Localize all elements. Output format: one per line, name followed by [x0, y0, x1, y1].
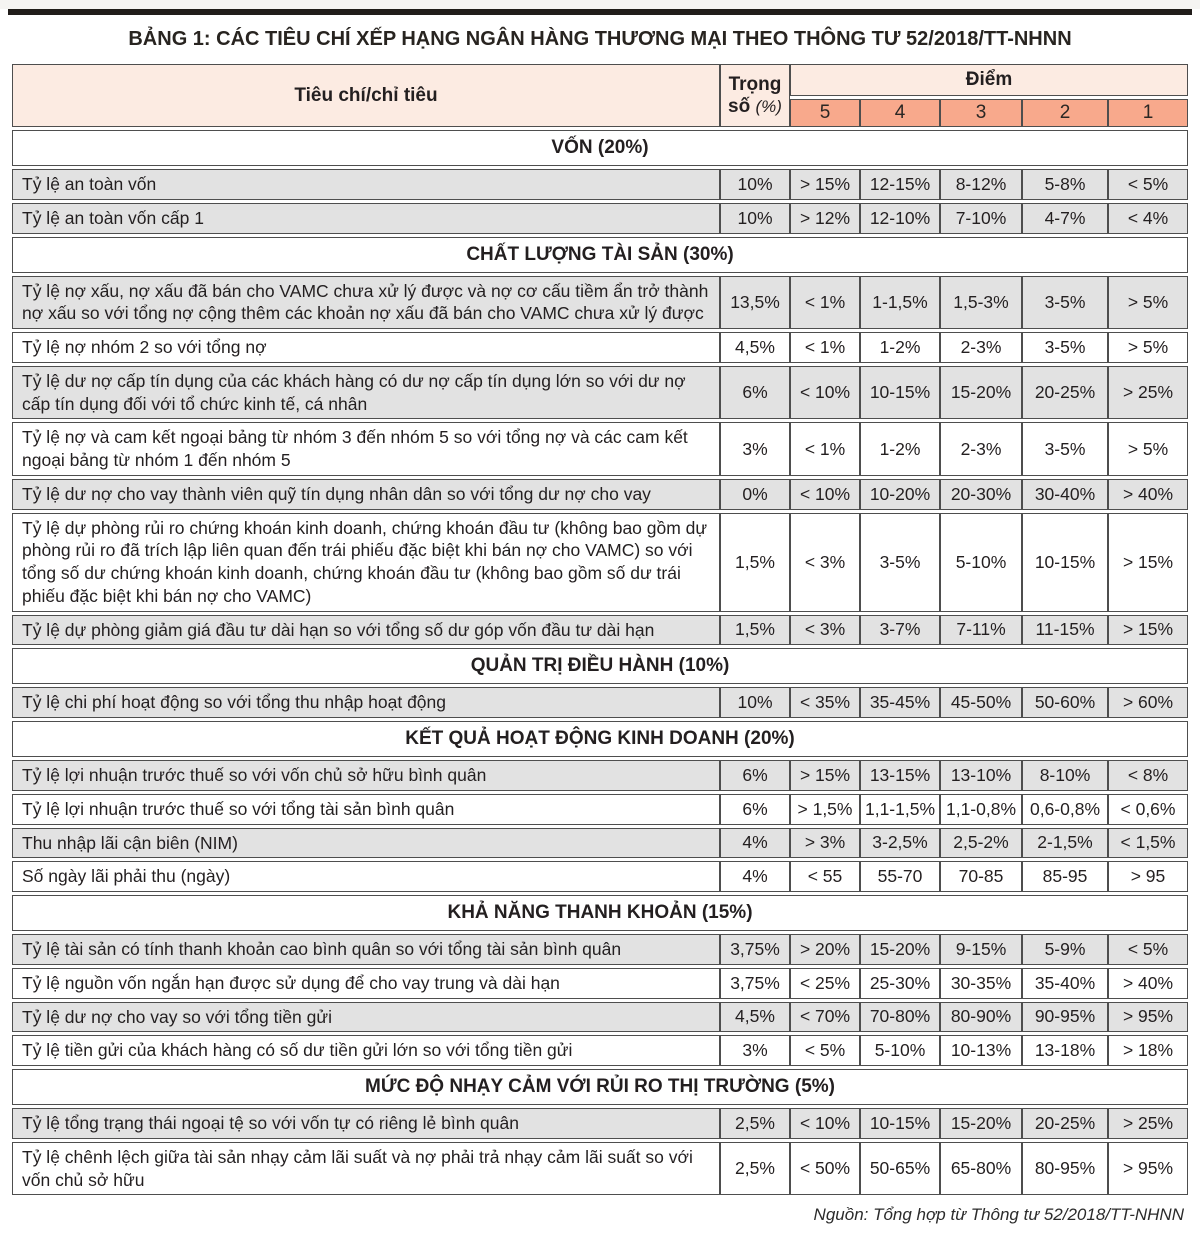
score-cell: 2-3% — [940, 332, 1022, 363]
score-cell: 13-18% — [1022, 1035, 1108, 1066]
table-row — [12, 615, 1188, 646]
score-cell: 85-95 — [1022, 861, 1108, 892]
score-cell: 30-35% — [940, 968, 1022, 999]
score-cell: 15-20% — [860, 934, 940, 965]
criteria-cell: Tỷ lệ nợ nhóm 2 so với tổng nợ — [12, 332, 720, 363]
criteria-cell: Tỷ lệ dư nợ cấp tín dụng của các khách hàng có dư nợ cấp tín dụng lớn so với dư nợ cấp tín dụng đối với tổ chức kinh tế, cá nhân — [12, 366, 720, 420]
weight-cell: 10% — [720, 203, 790, 234]
score-cell: 20-30% — [940, 479, 1022, 510]
score-cell: > 15% — [1108, 513, 1188, 612]
section-header-row — [12, 721, 1188, 757]
weight-cell: 3% — [720, 1035, 790, 1066]
score-cell: > 40% — [1108, 479, 1188, 510]
score-cell: < 5% — [1108, 169, 1188, 200]
score-cell: 35-45% — [860, 687, 940, 718]
page-top-edge — [0, 0, 1200, 9]
score-cell: > 15% — [790, 169, 860, 200]
criteria-cell: Tỷ lệ dự phòng rủi ro chứng khoán kinh doanh, chứng khoán đầu tư (không bao gồm dự phòng rủi ro đã trích lập liên quan đến trái phiếu đặc biệt khi bán nợ cho VAMC) so với tổng số dư chứng khoán kinh doanh, chứng khoán đầu tư (không bao gồm số dư trái phiếu đặc biệt khi bán nợ cho VAMC) — [12, 513, 720, 612]
score-cell: > 5% — [1108, 276, 1188, 330]
score-cell: < 1% — [790, 422, 860, 476]
score-cell: > 15% — [790, 760, 860, 791]
table-row — [12, 513, 1188, 612]
score-cell: 11-15% — [1022, 615, 1108, 646]
weight-cell: 6% — [720, 760, 790, 791]
table-row — [12, 479, 1188, 510]
criteria-cell: Tỷ lệ chênh lệch giữa tài sản nhạy cảm lãi suất và nợ phải trả nhạy cảm lãi suất so với vốn chủ sở hữu — [12, 1142, 720, 1196]
score-cell: 80-95% — [1022, 1142, 1108, 1196]
score-cell: > 18% — [1108, 1035, 1188, 1066]
table-row — [12, 760, 1188, 791]
table-row — [12, 276, 1188, 330]
weight-cell: 13,5% — [720, 276, 790, 330]
score-column-header-5: 5 — [790, 99, 860, 127]
score-cell: 30-40% — [1022, 479, 1108, 510]
weight-cell: 4% — [720, 861, 790, 892]
criteria-cell: Tỷ lệ nợ và cam kết ngoại bảng từ nhóm 3 đến nhóm 5 so với tổng nợ và các cam kết ngoại bảng từ nhóm 1 đến nhóm 5 — [12, 422, 720, 476]
table-row — [12, 1108, 1188, 1139]
section-header: QUẢN TRỊ ĐIỀU HÀNH (10%) — [12, 648, 1188, 684]
score-cell: < 55 — [790, 861, 860, 892]
table-row — [12, 1035, 1188, 1066]
criteria-cell: Tỷ lệ nợ xấu, nợ xấu đã bán cho VAMC chưa xử lý được và nợ cơ cấu tiềm ẩn trở thành nợ xấu so với tổng nợ cộng thêm các khoản nợ xấu đã bán cho VAMC chưa xử lý được — [12, 276, 720, 330]
weight-cell: 6% — [720, 794, 790, 825]
score-cell: < 0,6% — [1108, 794, 1188, 825]
score-cell: > 5% — [1108, 332, 1188, 363]
weight-cell: 1,5% — [720, 615, 790, 646]
score-cell: 90-95% — [1022, 1002, 1108, 1033]
section-header: KẾT QUẢ HOẠT ĐỘNG KINH DOANH (20%) — [12, 721, 1188, 757]
score-cell: > 3% — [790, 828, 860, 859]
score-cell: 1,5-3% — [940, 276, 1022, 330]
table-row — [12, 366, 1188, 420]
score-cell: 3-5% — [860, 513, 940, 612]
score-cell: > 5% — [1108, 422, 1188, 476]
score-cell: 1-2% — [860, 422, 940, 476]
criteria-cell: Tỷ lệ tổng trạng thái ngoại tệ so với vốn tự có riêng lẻ bình quân — [12, 1108, 720, 1139]
score-cell: 10-15% — [860, 1108, 940, 1139]
score-cell: 8-10% — [1022, 760, 1108, 791]
section-header-row — [12, 648, 1188, 684]
score-cell: < 25% — [790, 968, 860, 999]
weight-cell: 3,75% — [720, 968, 790, 999]
score-cell: 10-13% — [940, 1035, 1022, 1066]
criteria-cell: Tỷ lệ tài sản có tính thanh khoản cao bình quân so với tổng tài sản bình quân — [12, 934, 720, 965]
criteria-cell: Tỷ lệ dư nợ cho vay thành viên quỹ tín dụng nhân dân so với tổng dư nợ cho vay — [12, 479, 720, 510]
section-header: CHẤT LƯỢNG TÀI SẢN (30%) — [12, 237, 1188, 273]
score-cell: < 5% — [790, 1035, 860, 1066]
score-cell: 10-20% — [860, 479, 940, 510]
score-column-header-1: 1 — [1108, 99, 1188, 127]
criteria-cell: Tỷ lệ lợi nhuận trước thuế so với tổng tài sản bình quân — [12, 794, 720, 825]
table-row — [12, 861, 1188, 892]
weight-cell: 6% — [720, 366, 790, 420]
weight-cell: 2,5% — [720, 1108, 790, 1139]
table-row — [12, 422, 1188, 476]
score-cell: > 95 — [1108, 861, 1188, 892]
table-header — [12, 64, 1188, 127]
score-cell: 50-65% — [860, 1142, 940, 1196]
criteria-cell: Tỷ lệ chi phí hoạt động so với tổng thu nhập hoạt động — [12, 687, 720, 718]
score-column-header-4: 4 — [860, 99, 940, 127]
column-header-score: Điểm — [790, 64, 1188, 96]
score-cell: 3-5% — [1022, 276, 1108, 330]
criteria-cell: Số ngày lãi phải thu (ngày) — [12, 861, 720, 892]
score-cell: 3-7% — [860, 615, 940, 646]
section-header-row — [12, 895, 1188, 931]
criteria-cell: Tỷ lệ dư nợ cho vay so với tổng tiền gửi — [12, 1002, 720, 1033]
score-cell: < 1% — [790, 332, 860, 363]
score-cell: > 12% — [790, 203, 860, 234]
score-cell: 2,5-2% — [940, 828, 1022, 859]
criteria-cell: Tỷ lệ lợi nhuận trước thuế so với vốn chủ sở hữu bình quân — [12, 760, 720, 791]
score-cell: 1-2% — [860, 332, 940, 363]
table-body — [12, 130, 1188, 1195]
score-cell: 3-5% — [1022, 332, 1108, 363]
table-row — [12, 203, 1188, 234]
criteria-cell: Tỷ lệ an toàn vốn cấp 1 — [12, 203, 720, 234]
score-cell: 3-5% — [1022, 422, 1108, 476]
score-cell: < 10% — [790, 479, 860, 510]
score-cell: 5-9% — [1022, 934, 1108, 965]
score-cell: 12-15% — [860, 169, 940, 200]
score-cell: 7-11% — [940, 615, 1022, 646]
score-cell: 1-1,5% — [860, 276, 940, 330]
score-cell: 70-85 — [940, 861, 1022, 892]
page-title: BẢNG 1: CÁC TIÊU CHÍ XẾP HẠNG NGÂN HÀNG THƯƠNG MẠI THEO THÔNG TƯ 52/2018/TT-NHNN — [128, 28, 1072, 50]
score-cell: 7-10% — [940, 203, 1022, 234]
score-cell: < 3% — [790, 615, 860, 646]
score-cell: 65-80% — [940, 1142, 1022, 1196]
score-cell: 13-10% — [940, 760, 1022, 791]
score-cell: 2-3% — [940, 422, 1022, 476]
criteria-table — [12, 61, 1188, 1198]
score-cell: < 1% — [790, 276, 860, 330]
score-cell: 2-1,5% — [1022, 828, 1108, 859]
score-cell: > 20% — [790, 934, 860, 965]
score-cell: 15-20% — [940, 1108, 1022, 1139]
criteria-cell: Tỷ lệ an toàn vốn — [12, 169, 720, 200]
weight-cell: 4,5% — [720, 332, 790, 363]
score-cell: 3-2,5% — [860, 828, 940, 859]
table-row — [12, 934, 1188, 965]
weight-unit: (%) — [755, 96, 782, 116]
section-header: VỐN (20%) — [12, 130, 1188, 166]
score-cell: 45-50% — [940, 687, 1022, 718]
weight-cell: 3,75% — [720, 934, 790, 965]
score-cell: > 25% — [1108, 1108, 1188, 1139]
score-cell: < 3% — [790, 513, 860, 612]
score-cell: > 40% — [1108, 968, 1188, 999]
weight-label: Trọng số — [728, 73, 782, 117]
table-row — [12, 169, 1188, 200]
table-row — [12, 828, 1188, 859]
score-cell: 35-40% — [1022, 968, 1108, 999]
score-cell: 0,6-0,8% — [1022, 794, 1108, 825]
score-cell: > 60% — [1108, 687, 1188, 718]
score-cell: 8-12% — [940, 169, 1022, 200]
table-row — [12, 1002, 1188, 1033]
score-cell: < 1,5% — [1108, 828, 1188, 859]
score-cell: 20-25% — [1022, 1108, 1108, 1139]
score-cell: 15-20% — [940, 366, 1022, 420]
score-cell: 70-80% — [860, 1002, 940, 1033]
score-cell: 4-7% — [1022, 203, 1108, 234]
score-cell: > 95% — [1108, 1142, 1188, 1196]
section-header: MỨC ĐỘ NHẠY CẢM VỚI RỦI RO THỊ TRƯỜNG (5%) — [12, 1069, 1188, 1105]
score-cell: < 8% — [1108, 760, 1188, 791]
table-row — [12, 687, 1188, 718]
table-row — [12, 968, 1188, 999]
score-cell: < 5% — [1108, 934, 1188, 965]
score-cell: < 10% — [790, 366, 860, 420]
score-cell: < 4% — [1108, 203, 1188, 234]
score-cell: > 25% — [1108, 366, 1188, 420]
score-cell: > 15% — [1108, 615, 1188, 646]
score-cell: < 70% — [790, 1002, 860, 1033]
table-row — [12, 794, 1188, 825]
score-cell: > 1,5% — [790, 794, 860, 825]
weight-cell: 10% — [720, 169, 790, 200]
score-cell: 12-10% — [860, 203, 940, 234]
header-row-top — [12, 64, 1188, 96]
section-header-row — [12, 237, 1188, 273]
score-cell: 55-70 — [860, 861, 940, 892]
weight-cell: 4,5% — [720, 1002, 790, 1033]
source-note: Nguồn: Tổng hợp từ Thông tư 52/2018/TT-NHNN — [813, 1205, 1184, 1225]
column-header-weight — [720, 64, 790, 127]
score-cell: 20-25% — [1022, 366, 1108, 420]
score-cell: 13-15% — [860, 760, 940, 791]
score-column-header-3: 3 — [940, 99, 1022, 127]
score-cell: < 35% — [790, 687, 860, 718]
table-row — [12, 1142, 1188, 1196]
score-cell: < 10% — [790, 1108, 860, 1139]
weight-cell: 2,5% — [720, 1142, 790, 1196]
score-cell: < 50% — [790, 1142, 860, 1196]
section-header-row — [12, 130, 1188, 166]
section-header-row — [12, 1069, 1188, 1105]
score-cell: 1,1-0,8% — [940, 794, 1022, 825]
score-cell: 10-15% — [860, 366, 940, 420]
weight-cell: 10% — [720, 687, 790, 718]
score-cell: 5-10% — [940, 513, 1022, 612]
weight-cell: 4% — [720, 828, 790, 859]
criteria-cell: Tỷ lệ tiền gửi của khách hàng có số dư tiền gửi lớn so với tổng tiền gửi — [12, 1035, 720, 1066]
score-column-header-2: 2 — [1022, 99, 1108, 127]
score-cell: 50-60% — [1022, 687, 1108, 718]
weight-cell: 3% — [720, 422, 790, 476]
top-rule — [8, 9, 1192, 15]
score-cell: 80-90% — [940, 1002, 1022, 1033]
weight-cell: 0% — [720, 479, 790, 510]
score-cell: 10-15% — [1022, 513, 1108, 612]
score-cell: 5-10% — [860, 1035, 940, 1066]
score-cell: > 95% — [1108, 1002, 1188, 1033]
page — [0, 27, 1200, 1225]
score-cell: 5-8% — [1022, 169, 1108, 200]
weight-cell: 1,5% — [720, 513, 790, 612]
section-header: KHẢ NĂNG THANH KHOẢN (15%) — [12, 895, 1188, 931]
score-cell: 9-15% — [940, 934, 1022, 965]
criteria-cell: Tỷ lệ dự phòng giảm giá đầu tư dài hạn so với tổng số dư góp vốn đầu tư dài hạn — [12, 615, 720, 646]
score-cell: 1,1-1,5% — [860, 794, 940, 825]
column-header-criteria: Tiêu chí/chỉ tiêu — [12, 64, 720, 127]
criteria-cell: Tỷ lệ nguồn vốn ngắn hạn được sử dụng để cho vay trung và dài hạn — [12, 968, 720, 999]
score-cell: 25-30% — [860, 968, 940, 999]
criteria-cell: Thu nhập lãi cận biên (NIM) — [12, 828, 720, 859]
table-row — [12, 332, 1188, 363]
